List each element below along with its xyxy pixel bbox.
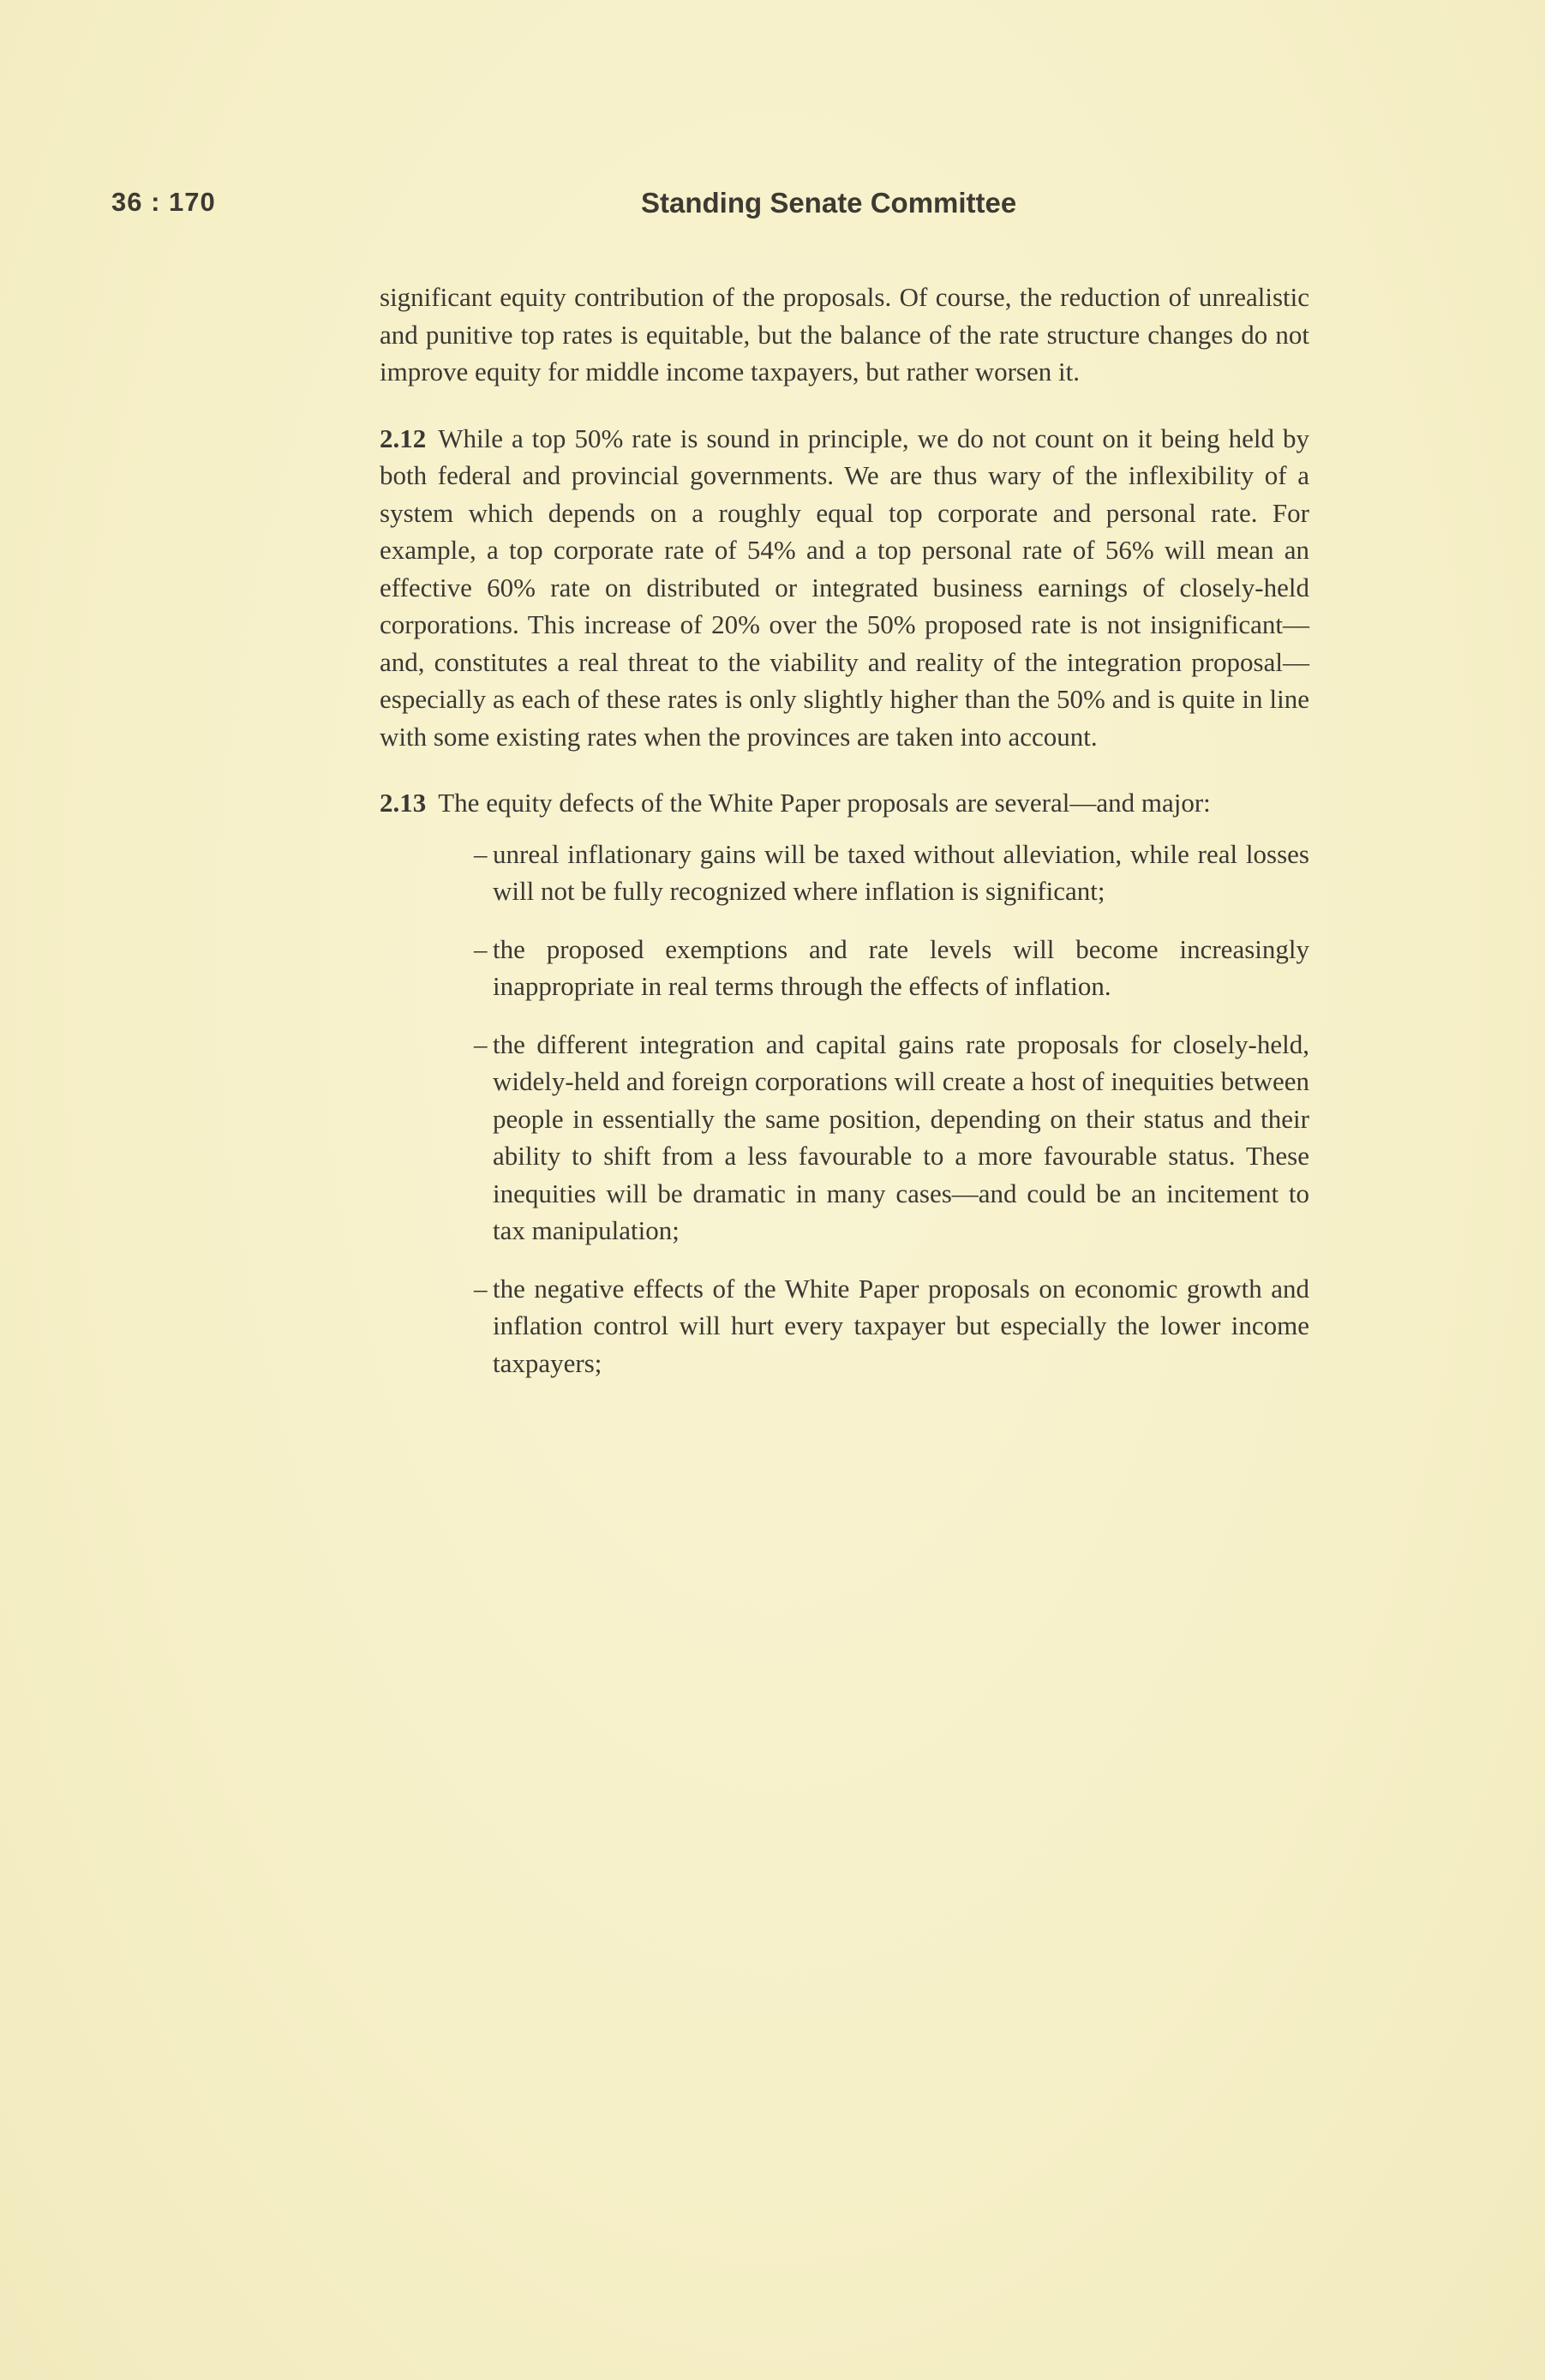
equity-defects-list (380, 836, 1309, 1382)
list-item (474, 1026, 1309, 1250)
running-title: Standing Senate Committee (641, 187, 1017, 219)
paragraph-2-12 (380, 420, 1309, 756)
paragraph-text: While a top 50% rate is sound in principle, we do not count on it being held by both federal and provincial governments. We are thus wary of the inflexibility of a system which depends on a roughly equal top corporate and personal rate. For example, a top corporate rate of 54% and a top personal rate of 56% will mean an effective 60% rate on distributed or integrated business earnings of closely-held corporations. This increase of 20% over the 50% proposed rate is not insignificant—and, constitutes a real threat to the viability and reality of the integration proposal—especially as each of these rates is only slightly higher than the 50% and is quite in line with some existing rates when the provinces are taken into account. (380, 423, 1309, 752)
paragraph-number: 2.13 (380, 788, 427, 818)
list-item (474, 836, 1309, 910)
paragraph-number: 2.12 (380, 423, 427, 453)
list-item-text: the different integration and capital gains rate proposals for closely-held, widely-held and foreign corporations will create a host of inequities between people in essentially the same position, depending on their status and their ability to shift from a less favourable to a more favourable status. These inequities will be dramatic in many cases—and could be an incitement to tax manipulation; (493, 1028, 1309, 1245)
list-dash: – (474, 1028, 488, 1059)
page-number: 36 : 170 (111, 187, 216, 217)
paragraph-2-13 (380, 784, 1309, 822)
paragraph-text: significant equity contribution of the proposals. Of course, the reduction of unrealistic and punitive top rates is equitable, but the balance of the rate structure changes do not improve equity for middle income taxpayers, but rather worsen it. (380, 282, 1309, 387)
body-text (380, 279, 1309, 1402)
list-dash: – (474, 1273, 488, 1304)
list-item-text: the negative effects of the White Paper proposals on economic growth and inflation control will hurt every taxpayer but especially the lower income taxpayers; (493, 1273, 1309, 1378)
list-dash: – (474, 933, 488, 964)
list-dash: – (474, 838, 488, 869)
paragraph-text: The equity defects of the White Paper proposals are several—and major: (438, 788, 1211, 818)
list-item-text: unreal inflationary gains will be taxed without alleviation, while real losses will not be fully recognized where inflation is significant; (493, 838, 1309, 906)
list-item-text: the proposed exemptions and rate levels will become increasingly inappropriate in real terms through the effects of inflation. (493, 933, 1309, 1001)
list-item (474, 1270, 1309, 1382)
page-header (111, 187, 1054, 230)
list-item (474, 931, 1309, 1005)
paragraph-continuation (380, 279, 1309, 391)
